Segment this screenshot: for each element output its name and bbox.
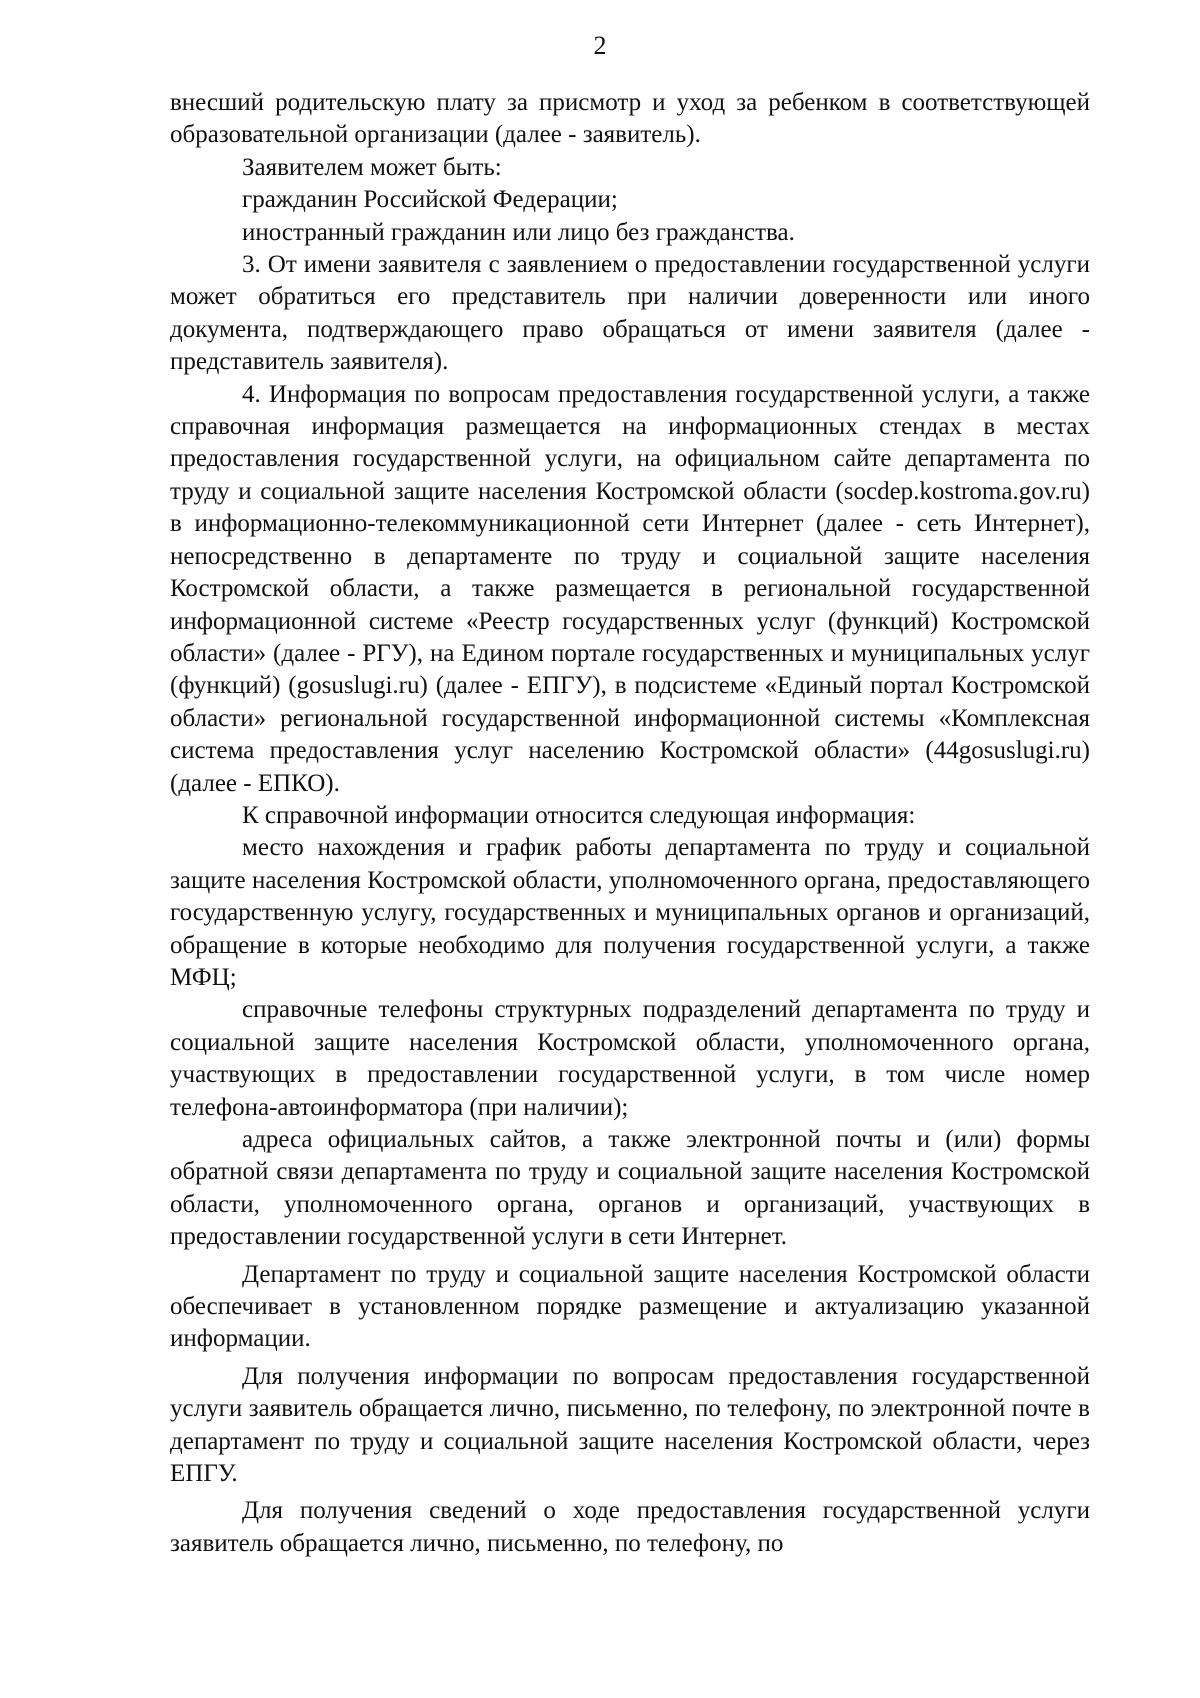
- paragraph-foreign-citizen: иностранный гражданин или лицо без гражданства.: [242, 218, 795, 246]
- paragraph-item-4-information: 4. Информация по вопросам предоставления государственной услуги, а также справочная информация размещается на информационных стендах в местах предоставления государственной услуги, на официальном сайте департамента по труду и социальной защите населения Костромской области (socdep.kostroma.gov.ru) в информационно-телекоммуникационной сети Интернет (далее - сеть Интернет), непосредственно в департаменте по труду и социальной защите населения Костромской области, а также размещается в региональной государственной информационной системе «Реестр государственных услуг (функций) Костромской области» (далее - РГУ), на Едином портале государственных и муниципальных услуг (функций) (gosuslugi.ru) (далее - ЕПГУ), в подсистеме «Единый портал Костромской области» региональной государственной информационной системы «Комплексная система предоставления услуг населению Костромской области» (44gosuslugi.ru) (далее - ЕПКО).: [170, 380, 1090, 797]
- paragraph-obtaining-information: Для получения информации по вопросам предоставления государственной услуги заявитель обращается лично, письменно, по телефону, по электронной почте в департамент по труду и социальной защите населения Костромской области, через ЕПГУ.: [170, 1362, 1090, 1488]
- paragraph-reference-info-intro: К справочной информации относится следующая информация:: [242, 801, 916, 829]
- paragraph-official-websites: адреса официальных сайтов, а также электронной почты и (или) формы обратной связи департамента по труду и социальной защите населения Костромской области, уполномоченного органа, органов и организаций, участвующих в предоставлении государственной услуги в сети Интернет.: [170, 1126, 1090, 1251]
- page-number: 2: [593, 31, 607, 60]
- paragraph-department-ensures: Департамент по труду и социальной защите населения Костромской области обеспечивает в установленном порядке размещение и актуализацию указанной информации.: [170, 1260, 1090, 1353]
- paragraph-russian-citizen: гражданин Российской Федерации;: [242, 186, 618, 214]
- paragraph-progress-information: Для получения сведений о ходе предоставления государственной услуги заявитель обращается лично, письменно, по телефону, по: [170, 1497, 1090, 1557]
- paragraph-applicant-may-be: Заявителем может быть:: [242, 153, 502, 181]
- paragraph-applicant-definition: внесший родительскую плату за присмотр и уход за ребенком в соответствующей образовательной организации (далее - заявитель).: [170, 89, 1090, 149]
- paragraph-item-3-representative: 3. От имени заявителя с заявлением о предоставлении государственной услуги может обратиться его представитель при наличии доверенности или иного документа, подтверждающего право обращаться от имени заявителя (далее - представитель заявителя).: [170, 251, 1090, 376]
- paragraph-reference-phones: справочные телефоны структурных подразделений департамента по труду и социальной защите населения Костромской области, уполномоченного органа, участвующих в предоставлении государственной услуги, в том числе номер телефона-автоинформатора (при наличии);: [170, 996, 1090, 1121]
- paragraph-location-schedule: место нахождения и график работы департамента по труду и социальной защите населения Костромской области, уполномоченного органа, предоставляющего государственную услугу, государственных и муниципальных органов и организаций, обращение в которые необходимо для получения государственной услуги, а также МФЦ;: [170, 834, 1090, 991]
- document-body: [170, 87, 1090, 1560]
